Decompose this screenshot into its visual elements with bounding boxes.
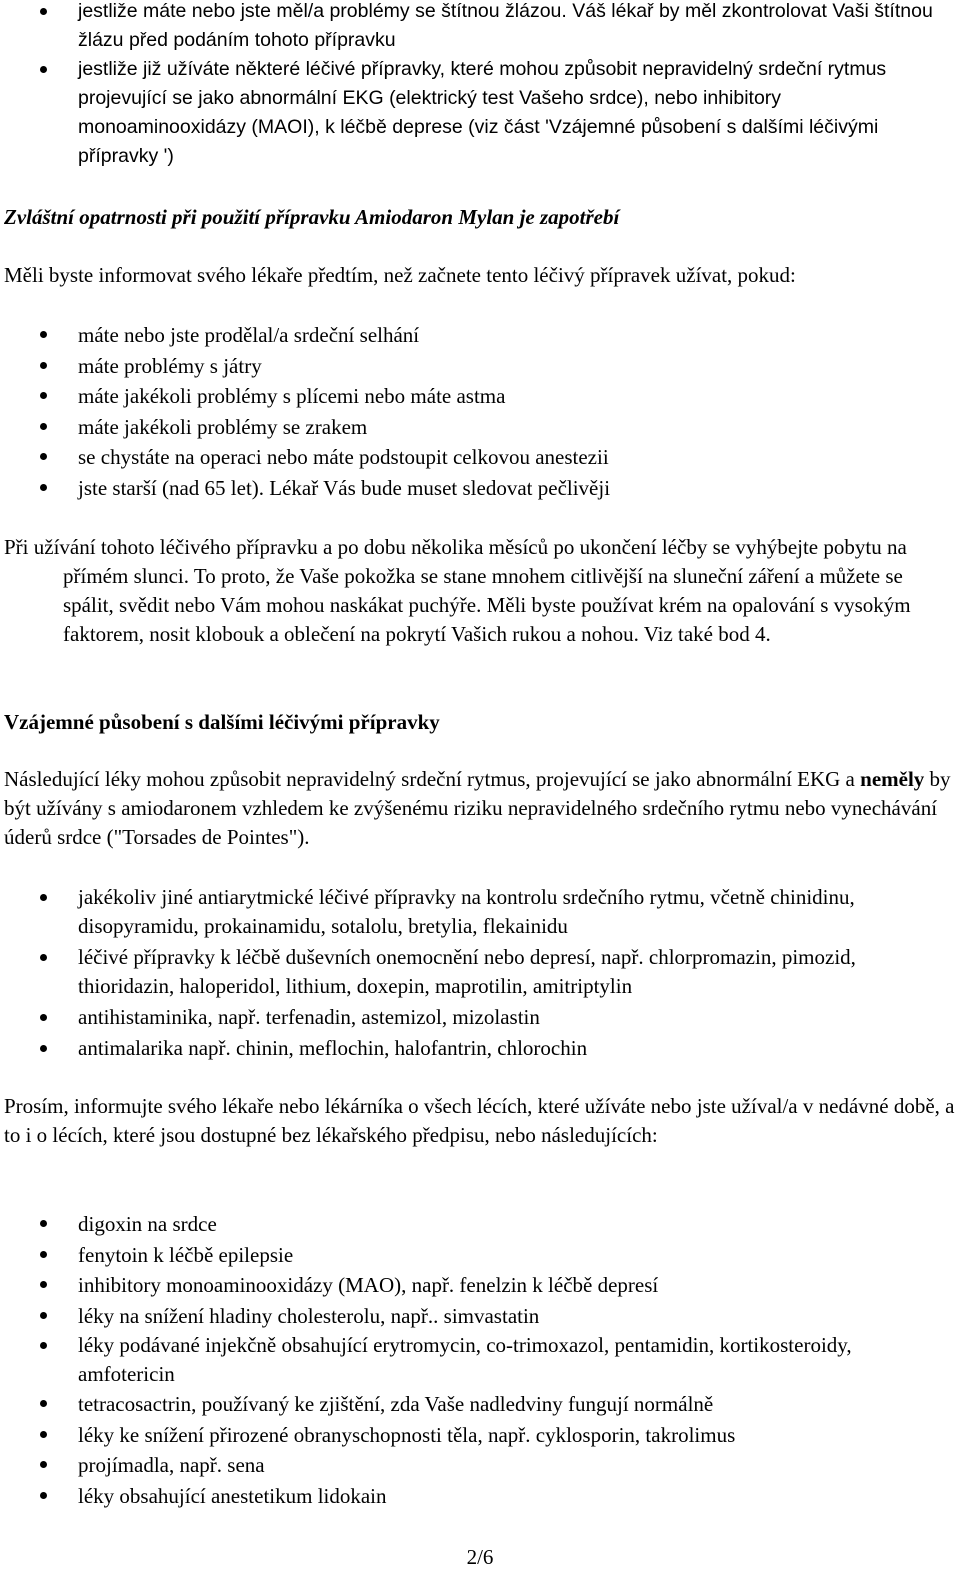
sun-exposure-paragraph: Při užívání tohoto léčivého přípravku a po dobu několika měsíců po ukončení léčby se vyhýbejte pobytu na přímém slunci. To proto, že Vaše pokožka se stane mnohem citlivější na sluneční záření a můžete se spálit, svědit nebo Vám mohou naskákat puchýře. Měli byste používat krém na opalování s vysokým faktorem, nosit klobouk a oblečení na pokrytí Vašich rukou a nohou. Viz také bod 4. [4, 535, 911, 646]
list-item: jste starší (nad 65 let). Lékař Vás bude muset sledovat pečlivěji [0, 473, 960, 504]
drugs-list [0, 1209, 920, 1511]
interactions-text-before: Následující léky mohou způsobit nepravidelný srdeční rytmus, projevující se jako abnormální EKG a [4, 767, 861, 791]
list-item: jestliže máte nebo jste měl/a problémy se štítnou žlázou. Váš lékař by měl zkontrolovat Vaši štítnou žlázu před podáním tohoto přípravku [0, 0, 960, 55]
page-number: 2/6 [466, 1545, 494, 1569]
list-item: antihistaminika, např. terfenadin, astemizol, mizolastin [0, 1003, 960, 1032]
list-item: máte jakékoli problémy se zrakem [0, 412, 960, 443]
list-item: máte nebo jste prodělal/a srdeční selhání [0, 320, 960, 351]
interactions-paragraph [0, 765, 960, 852]
section-heading-interactions [0, 708, 960, 737]
list-item: tetracosactrin, používaný ke zjištění, zda Vaše nadledviny fungují normálně [0, 1389, 920, 1420]
list-item: máte jakékoli problémy s plícemi nebo máte astma [0, 381, 960, 412]
interactions-text-after: by být užívány s amiodaronem vzhledem ke zvýšenému riziku nepravidelného srdečního rytmu nebo vynechávání úderů srdce ("Torsades de Pointes"). [4, 767, 951, 849]
inform-doctor-paragraph: Prosím, informujte svého lékaře nebo lékárníka o všech lécích, které užíváte nebo jste užíval/a v nedávné době, a to i o lécích, které jsou dostupné bez lékařského předpisu, nebo následujících: [4, 1094, 955, 1147]
list-item: máte problémy s játry [0, 351, 960, 382]
list-item: léky podávané injekčně obsahující erytromycin, co-trimoxazol, pentamidin, kortikosteroidy, amfotericin [0, 1331, 920, 1389]
list-item: jestliže již užíváte některé léčivé přípravky, které mohou způsobit nepravidelný srdeční rytmus projevující se jako abnormální EKG (elektrický test Vašeho srdce), nebo inhibitory monoaminooxidázy (MAOI), k léčbě deprese (viz část 'Vzájemné působení s dalšími léčivými přípravky ') [0, 55, 960, 171]
precautions-list [0, 320, 960, 503]
list-item: léky obsahující anestetikum lidokain [0, 1481, 920, 1512]
list-item: digoxin na srdce [0, 1209, 920, 1240]
list-item: projímadla, např. sena [0, 1450, 920, 1481]
list-item: jakékoliv jiné antiarytmické léčivé přípravky na kontrolu srdečního rytmu, včetně chinidinu, disopyramidu, prokainamidu, sotalolu, bretylia, flekainidu [0, 883, 960, 941]
interactions-list [0, 883, 960, 1063]
precautions-intro: Měli byste informovat svého lékaře předtím, než začnete tento léčivý přípravek užívat, pokud: [4, 263, 796, 287]
list-item: fenytoin k léčbě epilepsie [0, 1240, 920, 1271]
list-item: se chystáte na operaci nebo máte podstoupit celkovou anestezii [0, 442, 960, 473]
heading-text: Vzájemné působení s dalšími léčivými přípravky [4, 710, 440, 734]
list-item: léky na snížení hladiny cholesterolu, např.. simvastatin [0, 1301, 920, 1332]
list-item: antimalarika např. chinin, meflochin, halofantrin, chlorochin [0, 1034, 960, 1063]
section-heading-precautions: Zvláštní opatrnosti při použití přípravku Amiodaron Mylan je zapotřebí [4, 205, 620, 229]
list-item: inhibitory monoaminooxidázy (MAO), např. fenelzin k léčbě depresí [0, 1270, 920, 1301]
conditions-list-continued [0, 0, 960, 171]
list-item: léky ke snížení přirozené obranyschopnosti těla, např. cyklosporin, takrolimus [0, 1420, 920, 1451]
list-item: léčivé přípravky k léčbě duševních onemocnění nebo depresí, např. chlorpromazin, pimozid, thioridazin, haloperidol, lithium, doxepin, maprotilin, amitriptylin [0, 943, 960, 1001]
interactions-text-bold: neměly [860, 767, 925, 791]
